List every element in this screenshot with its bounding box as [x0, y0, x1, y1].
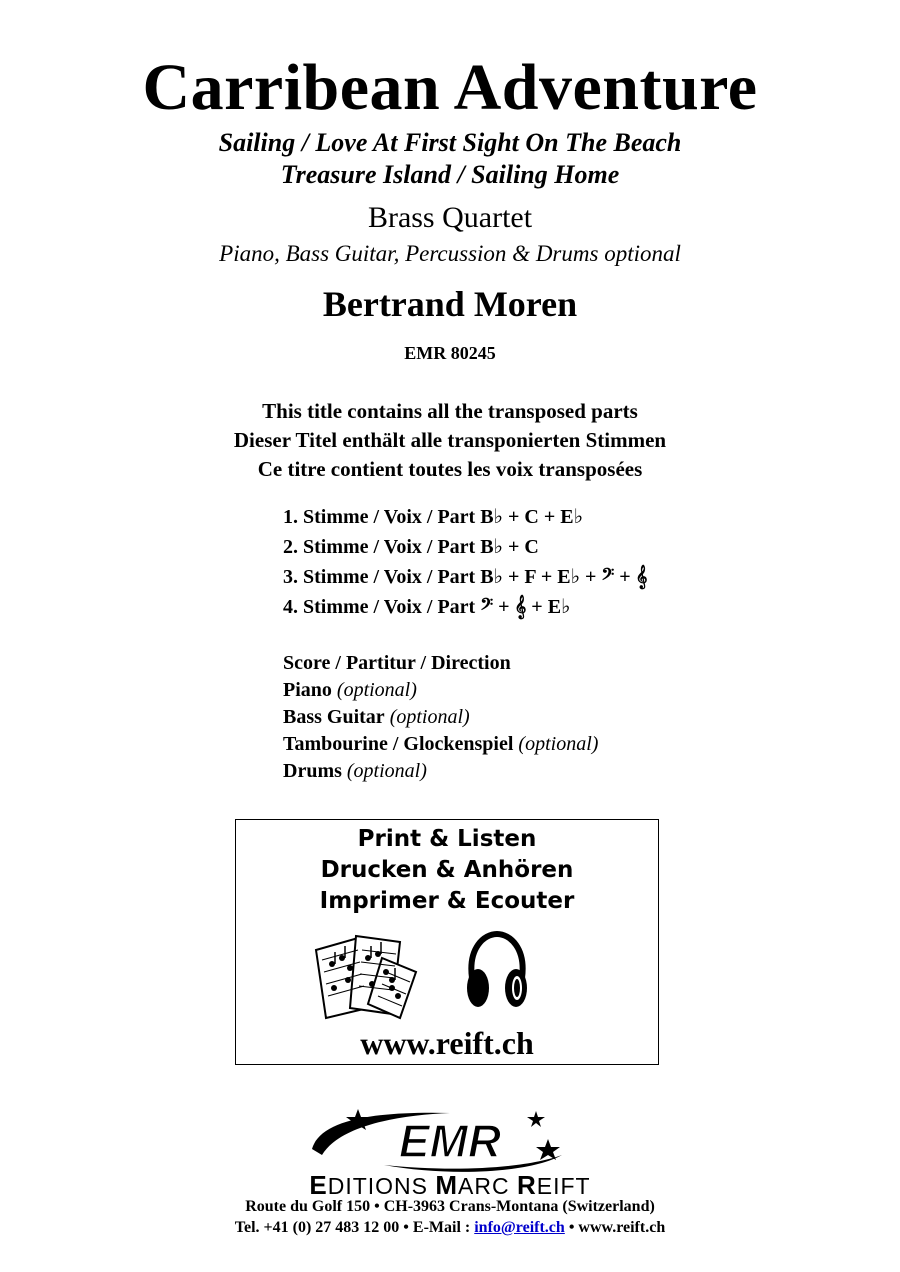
email-link[interactable]: info@reift.ch: [474, 1219, 565, 1236]
subtitle-line: Sailing / Love At First Sight On The Beach: [218, 128, 682, 157]
extra-item: [283, 758, 783, 785]
publisher-name: [0, 1172, 900, 1199]
extra-name: Score / Partitur / Direction: [283, 652, 511, 674]
extra-item: [283, 731, 783, 758]
parts-list: [283, 502, 783, 622]
extra-item: [283, 650, 783, 677]
contact-website: • www.reift.ch: [564, 1219, 666, 1236]
part-label: 4. Stimme / Voix / Part: [283, 596, 476, 618]
contact-tel: Tel. +41 (0) 27 483 12 00 • E-Mail :: [234, 1219, 475, 1236]
print-listen-box[interactable]: [235, 819, 659, 1065]
part-label: 2. Stimme / Voix / Part: [283, 536, 476, 558]
publisher-address: Route du Golf 150 • CH-3963 Crans-Montana (Switzerland): [245, 1198, 655, 1215]
publisher-initial: R: [517, 1170, 537, 1200]
part-keys: B♭ + C: [480, 536, 539, 558]
headphones-icon: [464, 930, 530, 1010]
print-listen-line: Imprimer & Ecouter: [319, 888, 575, 914]
ensemble: Brass Quartet: [367, 201, 533, 234]
publisher-initial: E: [309, 1170, 328, 1200]
publisher-word: ARC: [458, 1173, 517, 1199]
part-label: 1. Stimme / Voix / Part: [283, 506, 476, 528]
publisher-contact: [0, 1218, 900, 1238]
publisher-initial: M: [435, 1170, 459, 1200]
part-keys: B♭ + F + E♭ + 𝄢 + 𝄞: [480, 566, 648, 588]
notice-line: This title contains all the transposed parts: [262, 399, 638, 423]
extra-note: (optional): [336, 679, 417, 701]
part-item: [283, 532, 783, 562]
part-keys: B♭ + C + E♭: [480, 506, 584, 528]
subtitle-line: Treasure Island / Sailing Home: [280, 160, 620, 189]
extra-name: Drums: [283, 760, 342, 782]
extra-note: (optional): [518, 733, 599, 755]
extra-note: (optional): [389, 706, 470, 728]
extra-name: Bass Guitar: [283, 706, 385, 728]
part-item: [283, 502, 783, 532]
publisher-word: DITIONS: [327, 1173, 436, 1199]
notice-line: Dieser Titel enthält alle transponierten Stimmen: [233, 428, 667, 452]
extras-list: [283, 650, 783, 785]
part-keys: 𝄢 + 𝄞 + E♭: [480, 596, 571, 618]
extra-note: (optional): [346, 760, 427, 782]
sheet-music-icon: [308, 928, 420, 1020]
part-item: [283, 592, 783, 622]
extra-name: Tambourine / Glockenspiel: [283, 733, 514, 755]
extra-name: Piano: [283, 679, 332, 701]
transposed-notice: [0, 397, 900, 484]
logo-text: EMR: [398, 1115, 502, 1167]
part-label: 3. Stimme / Voix / Part: [283, 566, 476, 588]
subtitles: [0, 127, 900, 191]
extra-item: [283, 677, 783, 704]
print-listen-line: Drucken & Anhören: [320, 857, 574, 883]
optional-instruments: Piano, Bass Guitar, Percussion & Drums optional: [219, 241, 681, 266]
print-listen-heading: [236, 824, 658, 917]
composer: Bertrand Moren: [322, 284, 578, 324]
extra-item: [283, 704, 783, 731]
website-link[interactable]: www.reift.ch: [360, 1025, 534, 1061]
catalog-number: EMR 80245: [404, 343, 496, 363]
page-title: Carribean Adventure: [142, 51, 758, 124]
emr-logo: [300, 1103, 600, 1175]
part-item: [283, 562, 783, 592]
notice-line: Ce titre contient toutes les voix transposées: [257, 457, 643, 481]
print-listen-line: Print & Listen: [357, 826, 537, 852]
publisher-word: EIFT: [536, 1173, 591, 1199]
